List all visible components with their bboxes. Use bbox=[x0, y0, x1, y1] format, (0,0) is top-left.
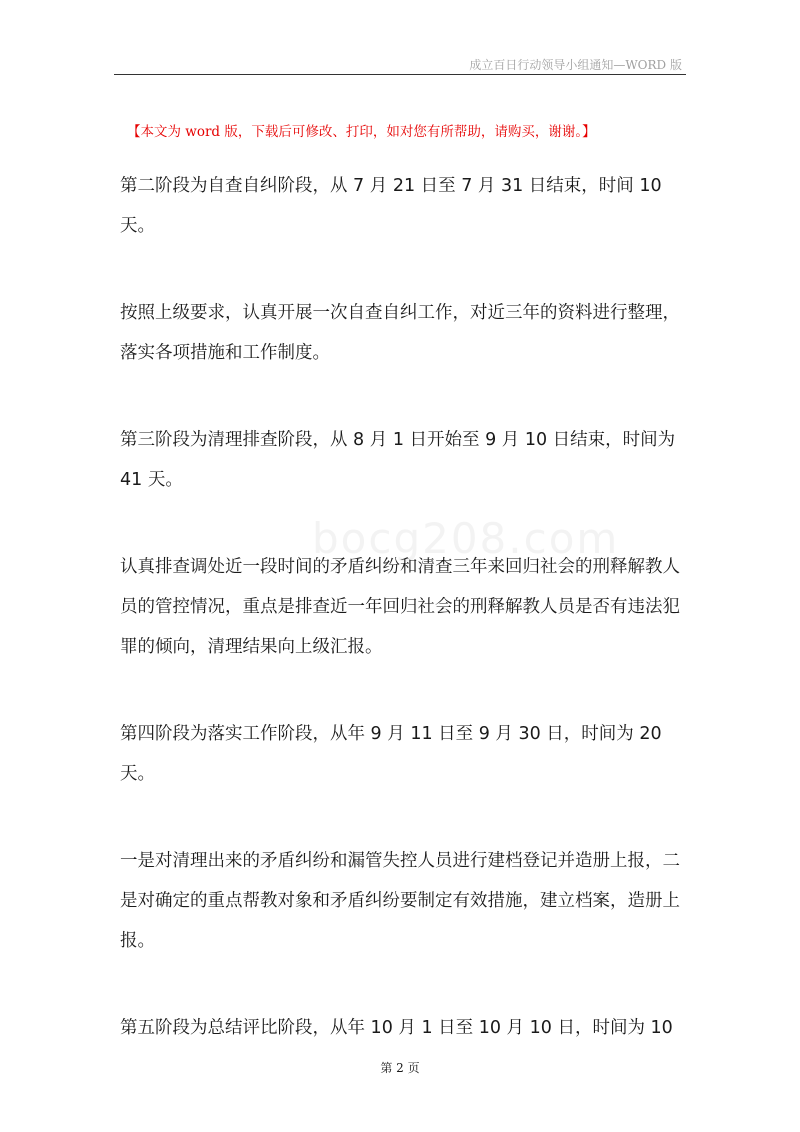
document-body bbox=[120, 166, 690, 1095]
header-divider bbox=[114, 74, 686, 75]
document-header-title: 成立百日行动领导小组通知—WORD 版 bbox=[469, 58, 682, 72]
paragraph-implementation: 一是对清理出来的矛盾纠纷和漏管失控人员进行建档登记并造册上报，二是对确定的重点帮教对象和矛盾纠纷要制定有效措施，建立档案，造册上报。 bbox=[120, 851, 680, 951]
paragraph-stage-five: 第五阶段为总结评比阶段，从年 10 月 1 日至 10 月 10 日，时间为 10 bbox=[120, 1018, 673, 1038]
watermark: bocg208.com bbox=[312, 514, 620, 563]
download-notice: 【本文为 word 版，下载后可修改、打印，如对您有所帮助，请购买，谢谢。】 bbox=[127, 124, 596, 140]
page-number: 第 2 页 bbox=[380, 1061, 420, 1075]
paragraph-stage-four: 第四阶段为落实工作阶段，从年 9 月 11 日至 9 月 30 日，时间为 20 天。 bbox=[120, 724, 662, 784]
paragraph-self-check: 按照上级要求，认真开展一次自查自纠工作，对近三年的资料进行整理，落实各项措施和工作制度。 bbox=[120, 303, 680, 363]
paragraph-stage-two: 第二阶段为自查自纠阶段，从 7 月 21 日至 7 月 31 日结束，时间 10 天。 bbox=[120, 176, 662, 236]
paragraph-stage-three: 第三阶段为清理排查阶段，从 8 月 1 日开始至 9 月 10 日结束，时间为 41 天。 bbox=[120, 430, 676, 490]
paragraph-investigation: 认真排查调处近一段时间的矛盾纠纷和清查三年来回归社会的刑释解教人员的管控情况，重点是排查近一年回归社会的刑释解教人员是否有违法犯罪的倾向，清理结果向上级汇报。 bbox=[120, 557, 680, 657]
